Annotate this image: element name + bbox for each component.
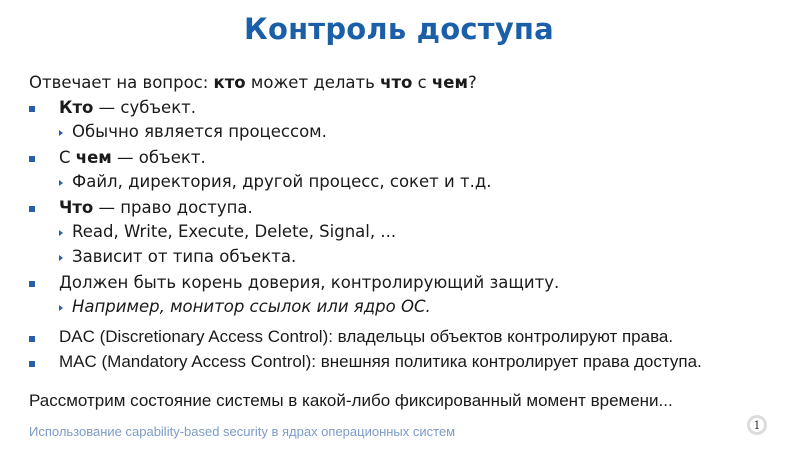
list-item: [59, 198, 253, 218]
sub-item: Файл, директория, другой процесс, сокет и т.д.: [72, 172, 492, 191]
intro-mid1: может делать: [245, 73, 381, 92]
item-bold: Кто: [59, 98, 94, 117]
sub-item: Зависит от типа объекта.: [72, 247, 297, 266]
list-item-mac: MAC (Mandatory Access Control): внешняя политика контролирует права доступа.: [59, 352, 702, 371]
list-item: [59, 98, 196, 118]
intro-line: [29, 73, 477, 93]
page-number: 1: [750, 418, 764, 432]
triangle-bullet-icon: [59, 305, 63, 311]
item-bold: Что: [59, 198, 94, 217]
square-bullet-icon: [29, 281, 35, 287]
slide-title: Контроль доступа: [244, 12, 554, 46]
square-bullet-icon: [29, 106, 35, 112]
sub-item-italic: Например, монитор ссылок или ядро ОС.: [72, 297, 431, 316]
square-bullet-icon: [29, 361, 35, 367]
triangle-bullet-icon: [59, 230, 63, 236]
item-bold: чем: [75, 148, 112, 167]
intro-mid2: с: [412, 73, 432, 92]
intro-with: чем: [431, 73, 468, 92]
list-item: [59, 148, 206, 168]
triangle-bullet-icon: [59, 255, 63, 261]
list-item-dac: DAC (Discretionary Access Control): владельцы объектов контролируют права.: [59, 327, 674, 346]
sub-item: Read, Write, Execute, Delete, Signal, ...: [72, 222, 397, 241]
square-bullet-icon: [29, 336, 35, 342]
item-pre: С: [59, 148, 76, 167]
triangle-bullet-icon: [59, 130, 63, 136]
intro-post: ?: [467, 73, 477, 92]
intro-pre: Отвечает на вопрос:: [29, 73, 214, 92]
triangle-bullet-icon: [59, 180, 63, 186]
footer-title: Использование capability-based security в ядрах операционных систем: [29, 424, 456, 439]
conclusion-text: Рассмотрим состояние системы в какой-либо фиксированный момент времени...: [29, 391, 673, 410]
item-text: — объект.: [111, 148, 206, 167]
sub-item: Обычно является процессом.: [72, 122, 327, 141]
list-item: Должен быть корень доверия, контролирующий защиту.: [59, 273, 560, 292]
intro-what: что: [380, 73, 413, 92]
item-text: — субъект.: [93, 98, 197, 117]
item-text: — право доступа.: [93, 198, 253, 217]
square-bullet-icon: [29, 206, 35, 212]
square-bullet-icon: [29, 156, 35, 162]
page-number-badge: [747, 415, 767, 435]
intro-who: кто: [213, 73, 246, 92]
